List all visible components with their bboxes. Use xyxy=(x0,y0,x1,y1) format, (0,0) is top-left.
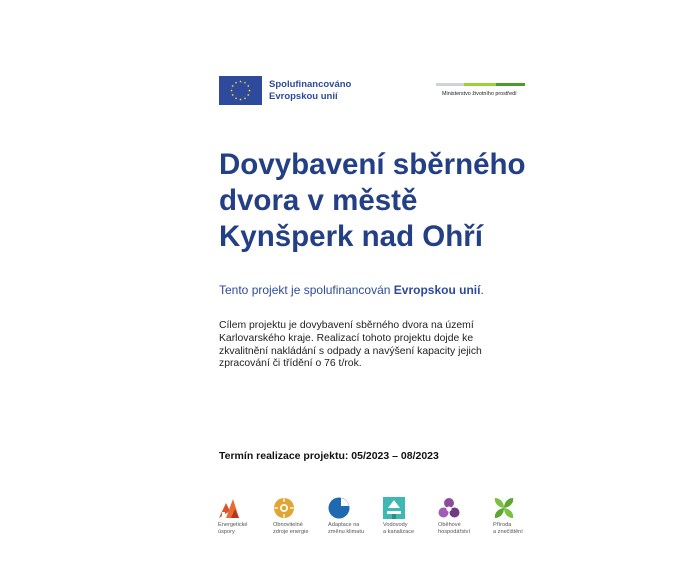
ministry-logo-bars xyxy=(436,83,525,86)
theme-label: Příroda a znečištění xyxy=(493,522,523,535)
ministry-logo xyxy=(436,83,525,97)
theme-icons xyxy=(218,497,548,536)
climate-adaptation-icon xyxy=(328,497,350,519)
eu-star xyxy=(248,89,251,91)
renewable-energy-icon xyxy=(273,497,295,519)
theme-climate xyxy=(328,497,383,536)
theme-nature xyxy=(493,497,548,536)
cofinanced-statement xyxy=(219,283,484,297)
project-title: Dovybavení sběrného dvora v městě Kynšperk nad Ohří xyxy=(219,148,526,253)
eu-star xyxy=(235,97,238,99)
energy-savings-icon xyxy=(218,497,240,519)
cofinanced-prefix: Tento projekt je spolufinancován xyxy=(219,283,394,297)
eu-star xyxy=(247,94,250,96)
project-description: Cílem projektu je dovybavení sběrného dvora na území Karlovarského kraje. Realizací tohoto projektu dojde ke zkvalitnění nakládání s odpady a navýšení kapacity jejich zpracování či třídění o 76 t/rok. xyxy=(219,320,482,370)
circular-economy-icon xyxy=(438,497,460,519)
cofinanced-highlight: Evropskou unií xyxy=(393,283,481,297)
eu-logo-line-2: Evropskou unií xyxy=(269,90,338,102)
eu-logo-line-1: Spolufinancováno xyxy=(269,79,352,90)
theme-energy xyxy=(218,497,273,536)
eu-stars xyxy=(219,76,262,105)
theme-label: Vodovody a kanalizace xyxy=(383,522,415,535)
eu-star xyxy=(244,97,247,99)
eu-cofinanced-logo xyxy=(219,76,351,105)
eu-logo-text xyxy=(269,79,351,102)
eu-star xyxy=(231,94,234,96)
nature-pollution-icon xyxy=(493,497,515,519)
water-sewage-icon xyxy=(383,497,405,519)
project-term: Termín realizace projektu: 05/2023 – 08/2023 xyxy=(219,450,439,462)
eu-star xyxy=(244,81,247,83)
theme-circular xyxy=(438,497,493,536)
eu-flag-icon xyxy=(219,76,262,105)
theme-label: Adaptace na změnu klimatu xyxy=(328,522,365,535)
theme-water xyxy=(383,497,438,536)
eu-star xyxy=(235,81,238,83)
eu-star xyxy=(231,85,234,87)
theme-label: Oběhové hospodářství xyxy=(438,522,471,535)
eu-star xyxy=(247,85,250,87)
eu-star xyxy=(230,89,233,91)
eu-star xyxy=(239,98,242,100)
cofinanced-suffix: . xyxy=(480,283,484,297)
theme-label: Energetické úspory xyxy=(218,522,248,535)
ministry-name: Ministerstvo životního prostředí xyxy=(442,91,517,97)
theme-renewable xyxy=(273,497,328,536)
eu-star xyxy=(239,80,242,82)
theme-label: Obnovitelné zdroje energie xyxy=(273,522,309,535)
